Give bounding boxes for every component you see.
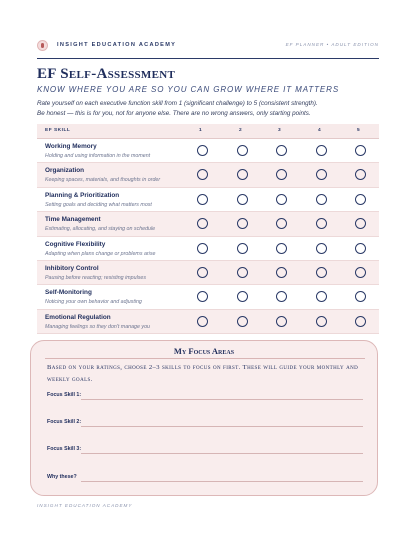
page-title: EF Self-Assessment: [37, 66, 176, 82]
table-row: [37, 285, 379, 309]
rating-4-radio[interactable]: [316, 291, 327, 302]
instructions-line-1: Rate yourself on each executive function skill from 1 (significant challenge) to 5 (consistent strength).: [37, 100, 318, 107]
column-header-2: 2: [239, 128, 243, 133]
rating-5-radio[interactable]: [355, 291, 366, 302]
table-header: [37, 124, 379, 139]
skill-description: Setting goals and deciding what matters most: [45, 201, 152, 208]
skill-name: Time Management: [45, 216, 101, 224]
table-row: [37, 163, 379, 187]
skill-description: Noticing your own behavior and adjusting: [45, 299, 142, 306]
focus-skill-2-line[interactable]: [81, 426, 363, 427]
table-row: [37, 188, 379, 212]
focus-skill-2-label: Focus Skill 2:: [47, 419, 82, 425]
skill-name: Inhibitory Control: [45, 264, 99, 272]
focus-skill-3-field[interactable]: [47, 446, 363, 456]
rating-5-radio[interactable]: [355, 316, 366, 327]
rating-1-radio[interactable]: [197, 169, 208, 180]
column-header-3: 3: [278, 128, 282, 133]
skill-description: Pausing before reacting; resisting impulses: [45, 274, 146, 281]
focus-areas-description: Based on your ratings, choose 2–3 skills to focus on first. These will guide your monthly and weekly goals.: [47, 364, 359, 383]
focus-skill-1-line[interactable]: [81, 399, 363, 400]
why-these-label: Why these?: [47, 474, 77, 480]
page-subtitle: KNOW WHERE YOU ARE SO YOU CAN GROW WHERE IT MATTERS: [37, 85, 340, 94]
table-row: [37, 261, 379, 285]
table-row: [37, 139, 379, 163]
rating-4-radio[interactable]: [316, 169, 327, 180]
rating-5-radio[interactable]: [355, 194, 366, 205]
rating-2-radio[interactable]: [237, 194, 248, 205]
column-header-skill: EF SKILL: [45, 128, 71, 133]
skill-name: Self-Monitoring: [45, 289, 92, 297]
why-these-field[interactable]: [47, 474, 363, 484]
rating-3-radio[interactable]: [276, 267, 287, 278]
focus-skill-2-field[interactable]: [47, 419, 363, 429]
instructions-line-2: Be honest — this is for you, not for anyone else. There are no wrong answers, only starting points.: [37, 110, 311, 117]
rating-2-radio[interactable]: [237, 243, 248, 254]
skill-description: Adapting when plans change or problems arise: [45, 250, 156, 257]
header-divider: [37, 58, 379, 59]
table-row: [37, 310, 379, 334]
skill-description: Holding and using information in the moment: [45, 153, 151, 159]
rating-5-radio[interactable]: [355, 267, 366, 278]
column-header-5: 5: [357, 128, 361, 133]
rating-3-radio[interactable]: [276, 243, 287, 254]
rating-3-radio[interactable]: [276, 316, 287, 327]
rating-3-radio[interactable]: [276, 218, 287, 229]
rating-3-radio[interactable]: [276, 145, 287, 156]
skill-name: Organization: [45, 167, 85, 175]
rating-4-radio[interactable]: [316, 194, 327, 205]
rating-2-radio[interactable]: [237, 169, 248, 180]
rating-1-radio[interactable]: [197, 218, 208, 229]
table-row: [37, 212, 379, 236]
skill-description: Estimating, allocating, and staying on schedule: [45, 226, 156, 233]
rating-2-radio[interactable]: [237, 291, 248, 302]
why-these-line[interactable]: [81, 481, 363, 482]
rating-3-radio[interactable]: [276, 194, 287, 205]
rating-1-radio[interactable]: [197, 316, 208, 327]
rating-4-radio[interactable]: [316, 243, 327, 254]
focus-areas-title: My Focus Areas: [173, 346, 235, 356]
column-header-1: 1: [199, 128, 203, 133]
focus-skill-3-line[interactable]: [81, 453, 363, 454]
rating-1-radio[interactable]: [197, 243, 208, 254]
rating-5-radio[interactable]: [355, 243, 366, 254]
skill-name: Emotional Regulation: [45, 313, 111, 321]
rating-4-radio[interactable]: [316, 218, 327, 229]
focus-skill-3-label: Focus Skill 3:: [47, 446, 82, 452]
focus-areas-box: [30, 340, 378, 496]
assessment-table: [37, 124, 379, 334]
rating-5-radio[interactable]: [355, 218, 366, 229]
column-header-4: 4: [318, 128, 322, 133]
instructions: [37, 99, 379, 119]
rating-4-radio[interactable]: [316, 316, 327, 327]
focus-skill-1-field[interactable]: [47, 392, 363, 402]
rating-2-radio[interactable]: [237, 267, 248, 278]
rating-2-radio[interactable]: [237, 316, 248, 327]
rating-2-radio[interactable]: [237, 218, 248, 229]
rating-1-radio[interactable]: [197, 145, 208, 156]
table-row: [37, 237, 379, 261]
brand-name: INSIGHT EDUCATION ACADEMY: [57, 42, 177, 48]
edition-label: EF PLANNER • ADULT EDITION: [285, 42, 379, 47]
rating-1-radio[interactable]: [197, 267, 208, 278]
skill-description: Keeping spaces, materials, and thoughts in order: [45, 177, 161, 184]
rating-4-radio[interactable]: [316, 145, 327, 156]
skill-description: Managing feelings so they don't manage you: [45, 323, 150, 330]
rating-3-radio[interactable]: [276, 169, 287, 180]
rating-5-radio[interactable]: [355, 169, 366, 180]
rating-5-radio[interactable]: [355, 145, 366, 156]
focus-skill-1-label: Focus Skill 1:: [47, 392, 82, 398]
skill-name: Cognitive Flexibility: [45, 240, 106, 248]
academy-logo-icon: [37, 40, 48, 51]
rating-1-radio[interactable]: [197, 194, 208, 205]
rating-4-radio[interactable]: [316, 267, 327, 278]
page-header: [37, 40, 379, 54]
page-footer: INSIGHT EDUCATION ACADEMY: [37, 503, 133, 508]
rating-1-radio[interactable]: [197, 291, 208, 302]
rating-3-radio[interactable]: [276, 291, 287, 302]
skill-name: Working Memory: [45, 143, 97, 150]
skill-name: Planning & Prioritization: [45, 191, 120, 199]
focus-divider: [45, 358, 365, 359]
rating-2-radio[interactable]: [237, 145, 248, 156]
